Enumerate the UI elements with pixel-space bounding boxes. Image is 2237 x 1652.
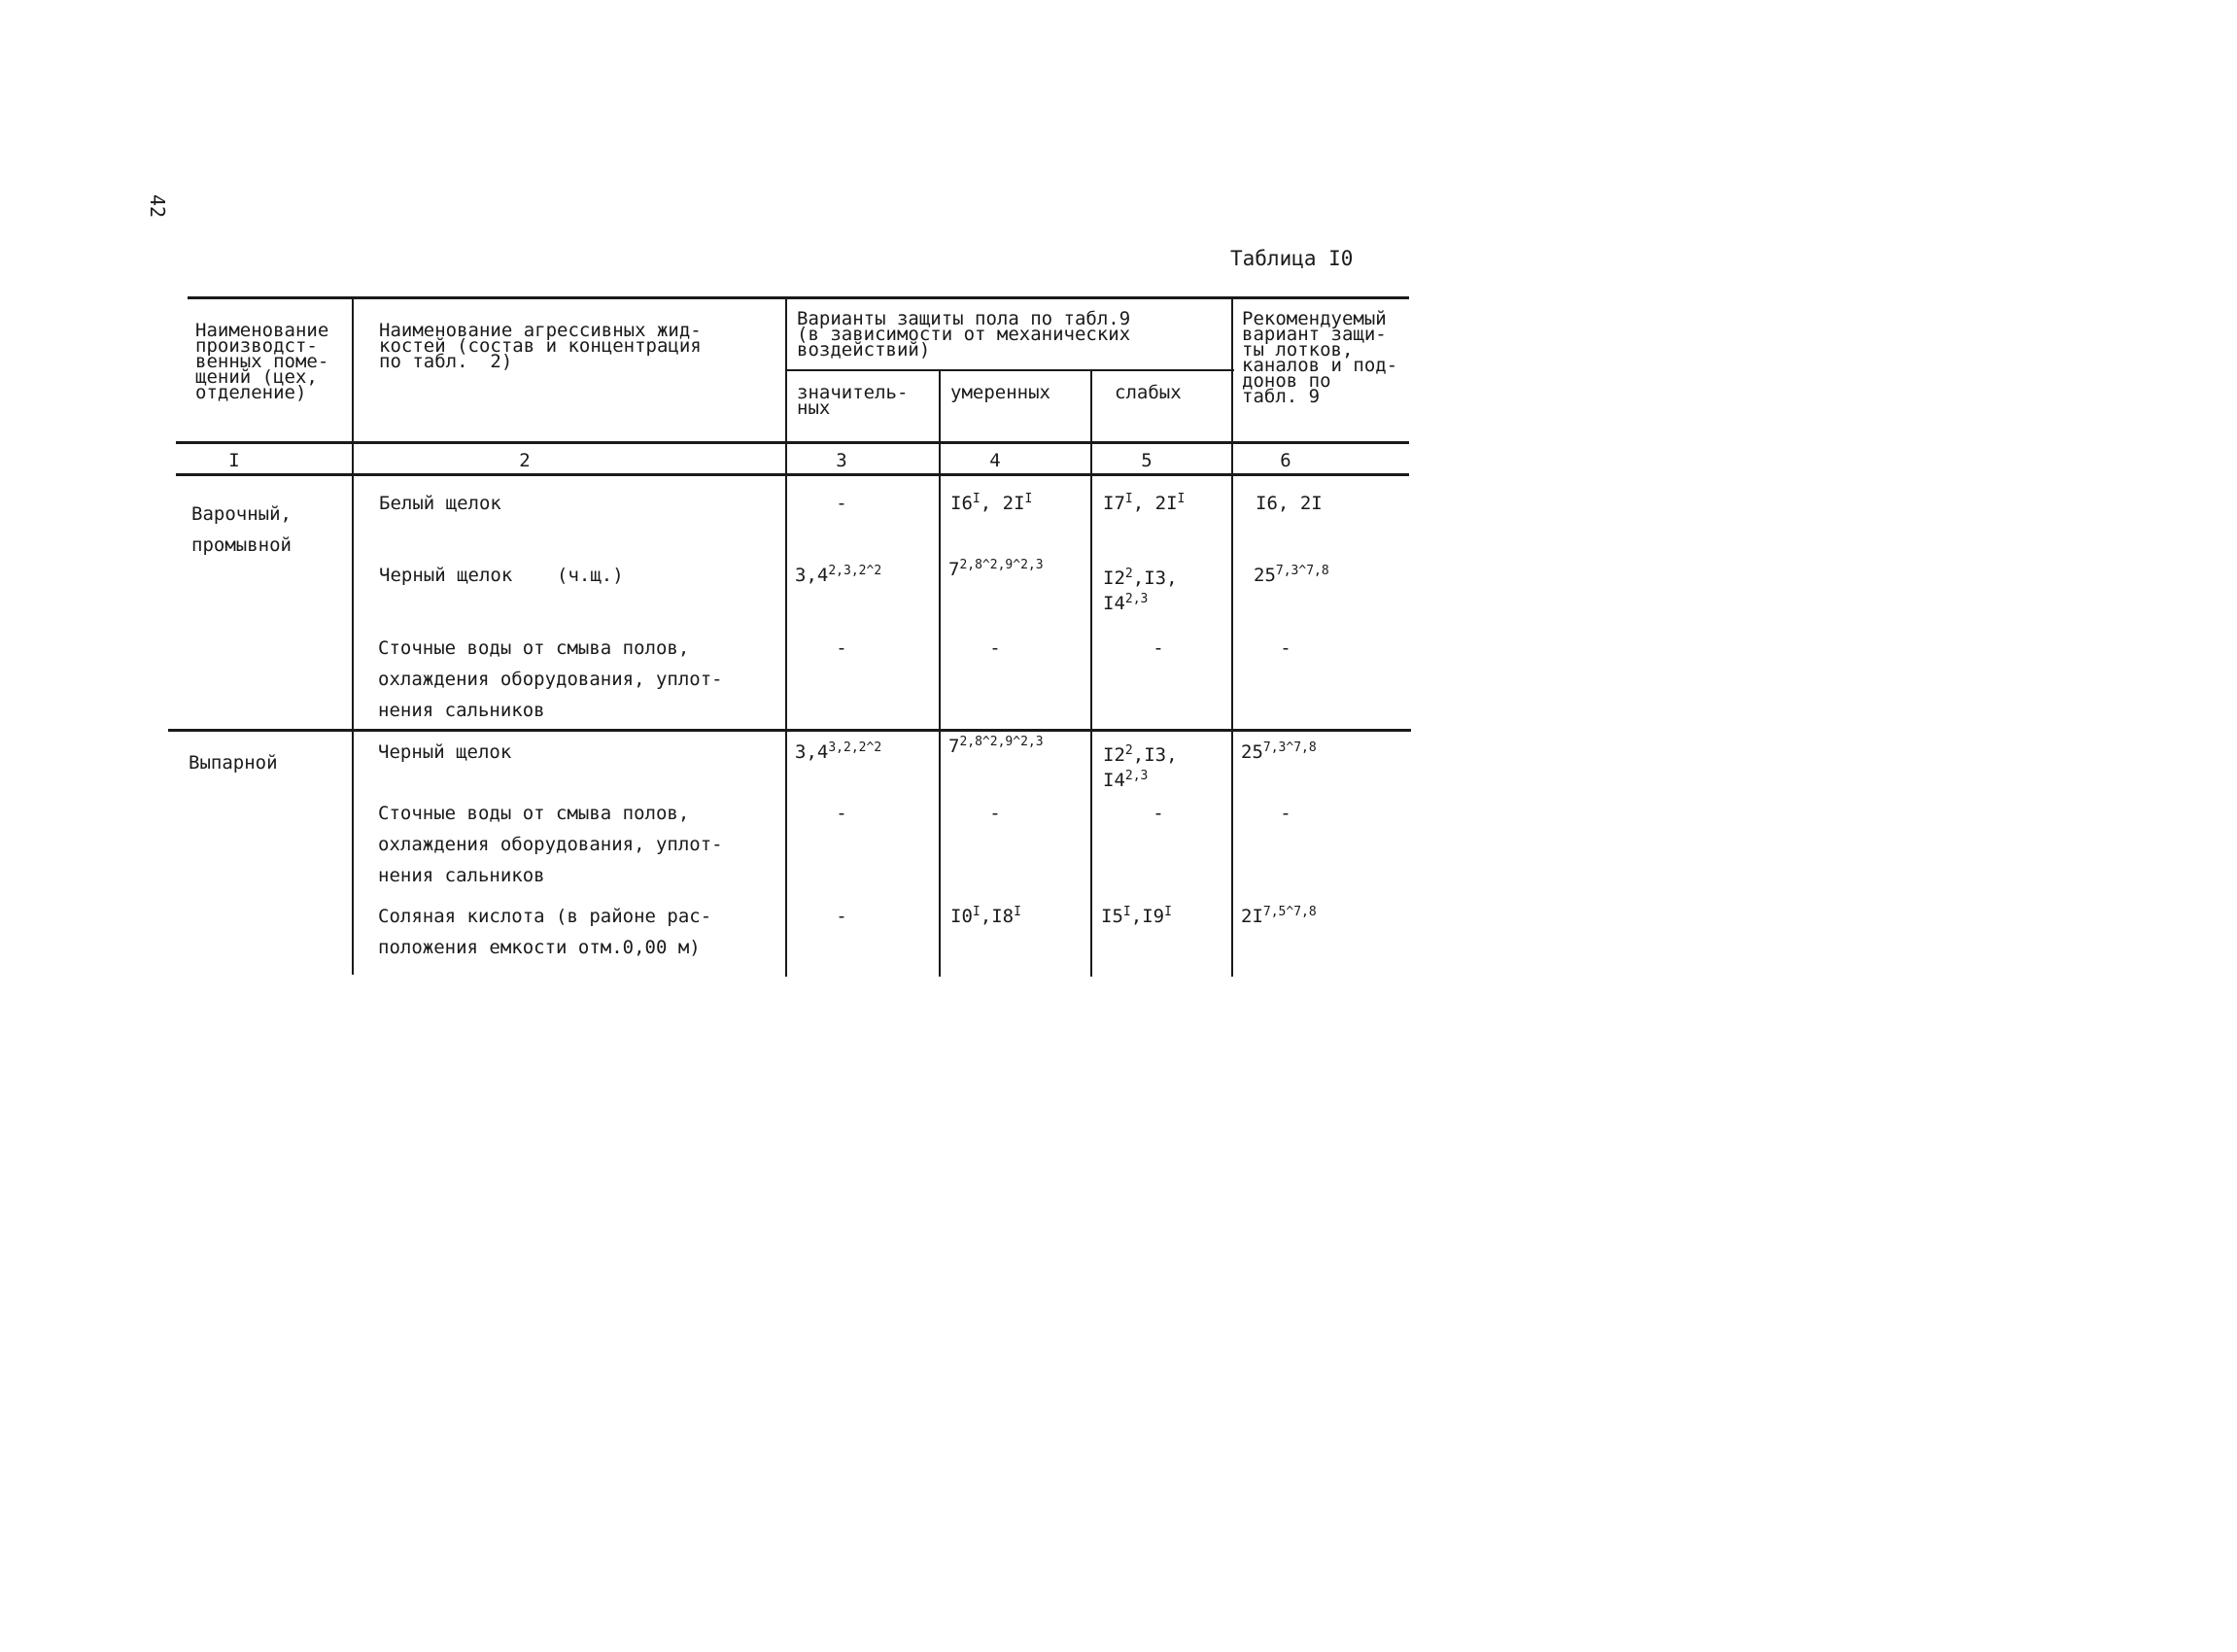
value-weak: $I7^I$, $2I^I$ xyxy=(1103,492,1186,514)
value-weak: $I2^2,I3$, I4$^{2,3}$ xyxy=(1103,567,1178,614)
liquid-name: Белый щелок xyxy=(379,493,501,514)
column-number: 6 xyxy=(1280,450,1291,471)
department-name: Выпарной xyxy=(189,752,278,774)
col1-divider xyxy=(352,298,354,975)
header-weak: слабых xyxy=(1115,382,1182,403)
value-recommended: - xyxy=(1280,637,1291,659)
value-moderate: $I0^I,I8^I$ xyxy=(950,905,1021,927)
value-significant: - xyxy=(836,493,847,514)
header-moderate: умеренных xyxy=(950,382,1050,403)
value-weak: - xyxy=(1153,637,1164,659)
value-weak: - xyxy=(1153,803,1164,824)
value-recommended: $25^{7,3\^{}7,8}$ xyxy=(1254,564,1329,586)
group-header-rule xyxy=(787,369,1234,371)
value-moderate: $I6^I$, $2I^I$ xyxy=(950,492,1033,514)
value-significant: $3,4^{2,3,2\^{}2}$ xyxy=(795,564,882,586)
table-title: Таблица I0 xyxy=(1230,247,1354,270)
header-department: Наименование производст- венных поме- щений (цех, отделение) xyxy=(195,320,329,403)
value-significant: - xyxy=(836,906,847,927)
column-number: I xyxy=(228,450,240,471)
value-recommended: $2I^{7,5\^{}7,8}$ xyxy=(1241,905,1317,927)
header-protection-variants: Варианты защиты пола по табл.9 (в зависимости от механических воздействий) xyxy=(797,308,1131,361)
department-name: Варочный, промывной xyxy=(191,503,292,556)
value-significant: - xyxy=(836,803,847,824)
header-bottom-rule xyxy=(176,441,1409,444)
liquid-name: Черный щелок (ч.щ.) xyxy=(379,565,624,586)
value-recommended: - xyxy=(1280,803,1291,824)
column-number: 2 xyxy=(519,450,531,471)
liquid-name: Сточные воды от смыва полов, охлаждения оборудования, уплот- нения сальников xyxy=(378,803,723,886)
value-moderate: - xyxy=(989,803,1001,824)
value-recommended: I6, 2I xyxy=(1256,493,1323,514)
header-significant: значитель- ных xyxy=(797,382,909,419)
group-separator-rule xyxy=(168,729,1411,732)
value-moderate: - xyxy=(989,637,1001,659)
table-top-rule xyxy=(188,296,1409,299)
column-number: 3 xyxy=(836,450,847,471)
value-recommended: $25^{7,3\^{}7,8}$ xyxy=(1241,740,1317,763)
column-number: 5 xyxy=(1141,450,1153,471)
value-weak: $I5^I,I9^I$ xyxy=(1101,905,1172,927)
value-significant: - xyxy=(836,637,847,659)
liquid-name: Черный щелок xyxy=(378,741,512,763)
liquid-name: Сточные воды от смыва полов, охлаждения оборудования, уплот- нения сальников xyxy=(378,637,723,721)
page-number: 42 xyxy=(146,194,169,219)
liquid-name: Соляная кислота (в районе рас- положения емкости отм.0,00 м) xyxy=(378,906,712,958)
header-liquids: Наименование агрессивных жид- костей (состав и концентрация по табл. 2) xyxy=(379,320,702,372)
header-recommended: Рекомендуемый вариант защи- ты лотков, каналов и под- донов по табл. 9 xyxy=(1242,308,1398,407)
value-moderate: $7^{2,8\^{}2,9\^{}2,3}$ xyxy=(948,735,1044,757)
column-numbers-rule xyxy=(176,473,1409,476)
column-number: 4 xyxy=(989,450,1001,471)
value-significant: $3,4^{3,2,2\^{}2}$ xyxy=(795,740,882,763)
value-weak: $I2^2,I3$, I4$^{2,3}$ xyxy=(1103,743,1178,791)
value-moderate: $7^{2,8\^{}2,9\^{}2,3}$ xyxy=(948,558,1044,580)
